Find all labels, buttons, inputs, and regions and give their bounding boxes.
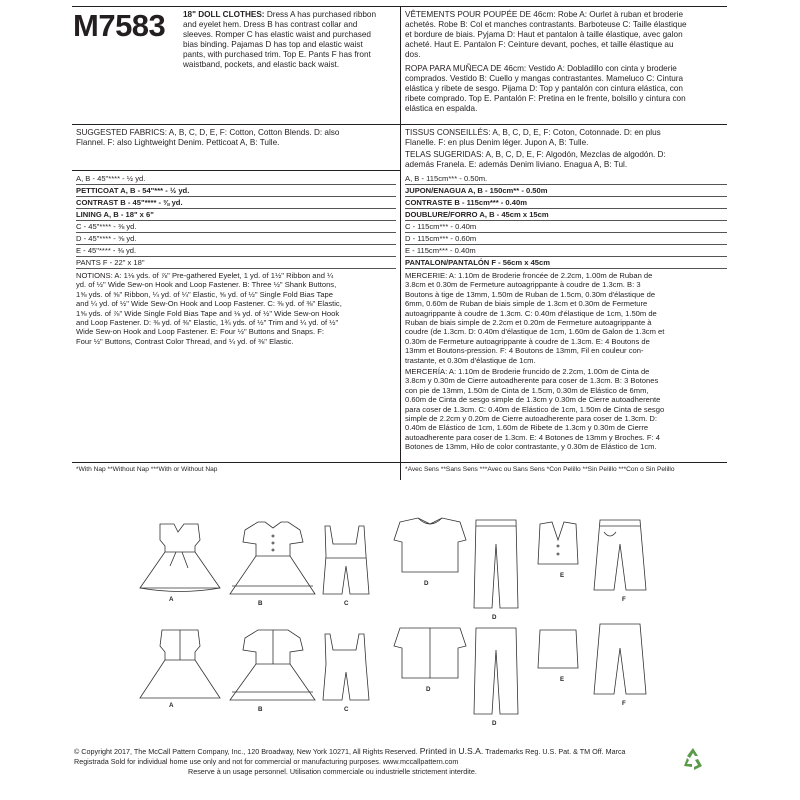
nap-note-fr: *Avec Sens **Sans Sens ***Avec ou Sans Sens — [405, 466, 545, 473]
intro-line-es: elástica y ribete de sesgo. Pijama D: Top y pantalón con cintura elástica, con — [405, 84, 683, 93]
fabrics-line-en: SUGGESTED FABRICS: A, B, C, D, E, F: Cotton, Cotton Blends. D: also — [76, 128, 340, 137]
yardage-rule-en — [72, 170, 400, 171]
yardage-row-en: E - 45"**** - ⅜ yd. — [76, 246, 137, 255]
footer-line-3: Reserve à un usage personnel. Utilisation commerciale ou industrielle strictement interdite. — [188, 767, 477, 776]
notions-line-en: Wide Sew-on Hook and Loop Fastener. E: Four ½" Buttons and Snaps. F: — [76, 327, 324, 337]
yardage-row-fr: JUPON/ENAGUA A, B - 150cm** - 0.50m — [405, 186, 548, 195]
notions-line-en: yd. of ½" Wide Sew-on Hook and Loop Fastener. B: Three ½" Shank Buttons, — [76, 280, 337, 290]
notions-line-en: Four ½" Buttons, Contrast Color Thread, and ¼ yd. of ⅜" Elastic. — [76, 336, 294, 346]
notions-line-es: 0.40m de Elástico de 1cm, 1.60m de Ribete de 1.3cm y 0.30m de Cierre — [405, 423, 649, 433]
notions-line-en: and ¼ yd. of ½" Wide Sew-On Hook and Loop Fastener. C: ⅜ yd. of ⅜" Elastic, — [76, 299, 342, 309]
figure-label: D — [426, 686, 431, 693]
romper-c-front-drawing — [323, 526, 369, 594]
figure-label: D — [492, 614, 497, 621]
nap-notes-fr-es — [405, 466, 675, 473]
notions-line-es: 3.8cm y 0.30m de Cierre autoadherente para coser de 1.3cm. B: 3 Botones — [405, 376, 659, 386]
fabric-rule-en — [72, 124, 400, 125]
figure-label: A — [169, 596, 174, 603]
notions-line-es: 0.60m de Cinta de sesgo simple de 1.3cm y 0.30m de Cierre autoadherente — [405, 395, 661, 405]
intro-title-en: 18" DOLL CLOTHES: — [183, 10, 265, 19]
fabrics-en — [76, 128, 396, 148]
notions-line-en: and Loop Fastener. D: ⅜ yd. of ⅜" Elastic, 1¾ yds. of ½" Trim and ¼ yd. of ½" — [76, 318, 339, 328]
yardage-row-fr: A, B - 115cm*** - 0.50m. — [405, 174, 488, 183]
intro-line-fr: VÊTEMENTS POUR POUPÉE DE 46cm: Robe A: Ourlet à ruban et broderie — [405, 10, 684, 19]
printed-in-usa: Printed in U.S.A. — [419, 746, 484, 756]
figure-label: C — [344, 706, 349, 713]
pattern-number: M7583 — [73, 8, 166, 43]
row-divider — [405, 232, 727, 233]
row-divider — [405, 184, 727, 185]
yardage-row-fr: C - 115cm*** - 0.40m — [405, 222, 477, 231]
row-divider — [405, 268, 727, 269]
yardage-row-en: CONTRAST B - 45"**** - ⅜ yd. — [76, 198, 183, 207]
footer-line-2: Registrada Sold for individual home use only and not for commercial or manufacturing purposes. www.mccallpattern.com — [74, 757, 459, 766]
notions-line-fr: 0.30m de Fermeture autoagrippante à coudre de 1.3cm. E: 4 Boutons de — [405, 336, 650, 346]
nap-note-es: *Con Pelillo **Sin Pelillo ***Con o Sin Pelillo — [546, 466, 675, 473]
notions-line-fr: 6mm, 0.60m de Ruban de biais simple de 1.3cm et 0.30m de Fermeture — [405, 299, 648, 309]
notions-line-fr: Boutons à tige de 13mm, 1.50m de Ruban de 1.5cm, 0.30m d'élastique de — [405, 289, 656, 299]
row-divider — [76, 184, 396, 185]
column-divider — [400, 6, 401, 480]
notions-line-es: Botones de 13mm, Hilo de color contrastante, y 0.30m de Elástico de 1cm. — [405, 442, 657, 452]
intro-line-fr: acheté. Haut E. Pantalon F: Ceinture devant, poches, et taille élastique au — [405, 40, 674, 49]
notions-line-fr: Ruban de biais simple de 2.2cm et 0.20m de Fermeture autoagrippante à — [405, 318, 652, 328]
intro-line-en: Dress A has purchased ribbon — [266, 10, 377, 19]
trademark-text: Trademarks Reg. U.S. Pat. & TM Off. Marca — [485, 747, 626, 756]
row-divider — [76, 196, 396, 197]
nap-rule — [72, 462, 727, 463]
intro-es — [405, 64, 727, 114]
garment-illustrations — [0, 500, 800, 750]
dress-b-front-drawing — [230, 522, 315, 594]
figure-label: B — [258, 600, 263, 607]
row-divider — [76, 268, 396, 269]
pants-d-back-drawing — [474, 628, 518, 714]
row-divider — [76, 232, 396, 233]
yardage-row-en: D - 45"**** - ⅝ yd. — [76, 234, 137, 243]
fabrics-line-en: Flannel. F: also Lightweight Denim. Petticoat A, B: Tulle. — [76, 138, 280, 147]
intro-line-en: bias binding. Pajamas D has top and elastic waist — [183, 40, 363, 49]
footer-line-1 — [74, 747, 626, 756]
dress-a-front-drawing — [140, 524, 220, 592]
figure-label: F — [622, 596, 626, 603]
top-e-front-drawing — [538, 522, 578, 564]
row-divider — [405, 256, 727, 257]
intro-en — [183, 10, 395, 70]
notions-line-es: simple de 2.2cm y 0.20m de Cierre autoadherente para coser de 1.3cm. D: — [405, 414, 657, 424]
intro-line-es: comprados. Vestido B: Cuello y mangas contrastantes. Mameluco C: Cintura — [405, 74, 684, 83]
notions-line-fr: MERCERIE: A: 1.10m de Broderie froncée de 2.2cm, 1.00m de Ruban de — [405, 271, 653, 280]
yardage-row-en: PETTICOAT A, B - 54"*** - ½ yd. — [76, 186, 190, 195]
intro-line-en: and eyelet hem. Dress B has contrast collar and — [183, 20, 358, 29]
top-d-front-drawing — [394, 518, 466, 572]
notions-line-en: NOTIONS: A: 1⅛ yds. of ⅞" Pre-gathered Eyelet, 1 yd. of 1½" Ribbon and ¼ — [76, 271, 334, 280]
nap-note-en: *With Nap **Without Nap ***With or Without Nap — [76, 466, 218, 473]
fabrics-es — [405, 150, 727, 170]
intro-line-fr: et bordure de biais. Pyjama D: Haut et pantalon à taille élastique, avec galon — [405, 30, 683, 39]
fabrics-line-fr: TISSUS CONSEILLÉS: A, B, C, D, E, F: Coton, Cotonnade. D: en plus — [405, 128, 661, 137]
row-divider — [405, 220, 727, 221]
figure-label: A — [169, 702, 174, 709]
intro-line-en: sleeves. Romper C has elastic waist and purchased — [183, 30, 371, 39]
row-divider — [76, 256, 396, 257]
yardage-row-fr: CONTRASTE B - 115cm*** - 0.40m — [405, 198, 527, 207]
dress-a-back-drawing — [140, 630, 220, 698]
row-divider — [405, 208, 727, 209]
yardage-row-fr: PANTALON/PANTALÓN F - 56cm x 45cm — [405, 258, 551, 267]
yardage-row-fr: E - 115cm*** - 0.40m — [405, 246, 476, 255]
recycle-icon — [680, 746, 706, 772]
row-divider — [405, 244, 727, 245]
figure-label: C — [344, 600, 349, 607]
top-d-back-drawing — [394, 628, 466, 678]
fabric-rule-fr — [400, 124, 727, 125]
notions-line-es: para coser de 1.3cm. C: 0.40m de Elástico de 1cm, 1.50m de Cinta de sesgo — [405, 404, 665, 414]
yardage-row-en: PANTS F - 22" x 18" — [76, 258, 145, 267]
intro-line-es: elástica en espalda. — [405, 104, 478, 113]
copyright-text: © Copyright 2017, The McCall Pattern Company, Inc., 120 Broadway, New York 10271, All Rights Reserved. — [74, 747, 418, 756]
intro-fr — [405, 10, 727, 60]
yardage-row-fr: D - 115cm*** - 0.60m — [405, 234, 477, 243]
yardage-row-fr: DOUBLURE/FORRO A, B - 45cm x 15cm — [405, 210, 549, 219]
top-e-back-drawing — [538, 630, 578, 668]
romper-c-back-drawing — [323, 634, 369, 700]
figure-label: E — [560, 676, 565, 683]
intro-line-en: waistband, pockets, and elastic back waist. — [183, 60, 340, 69]
notions-line-fr: 3.8cm et 0.30m de Fermeture autoagrippante à coudre de 1.3cm. B: 3 — [405, 280, 641, 290]
notions-line-fr: 13mm et Boutons-pression. F: 4 Boutons de 13mm, Fil en couleur con- — [405, 346, 644, 356]
intro-line-en: pants, with purchased trim. Top E. Pants F has front — [183, 50, 371, 59]
notions-es — [405, 367, 727, 452]
row-divider — [76, 220, 396, 221]
figure-label: B — [258, 706, 263, 713]
yardage-row-en: A, B - 45"**** - ½ yd. — [76, 174, 146, 183]
figure-label: F — [622, 700, 626, 707]
row-divider — [405, 196, 727, 197]
notions-line-en: 1⅝ yds. of ⅞" Wide Single Fold Bias Tape and ⅛ yd. of ½" Wide Sew-on Hook — [76, 308, 340, 318]
top-rule — [72, 6, 727, 7]
figure-label: D — [492, 720, 497, 727]
fabrics-line-es: además Franela. E: además Denim liviano. Enagua A, B: Tul. — [405, 160, 628, 169]
figure-label: E — [560, 572, 565, 579]
notions-line-fr: coudre (de 1.3cm. D: 0.40m d'élastique de 1cm, 1.60m de Galon de 1.3cm et — [405, 327, 665, 337]
figure-label: D — [424, 580, 429, 587]
fabrics-fr — [405, 128, 727, 148]
row-divider — [76, 208, 396, 209]
notions-fr — [405, 271, 727, 365]
fabrics-line-fr: Flanelle. F: en plus Denim léger. Jupon A, B: Tulle. — [405, 138, 589, 147]
yardage-row-en: LINING A, B - 18" x 6" — [76, 210, 154, 219]
notions-line-fr: trastante, et 0.30m d'élastique de 1cm. — [405, 355, 536, 365]
notions-en — [76, 271, 396, 346]
notions-line-es: con pie de 13mm, 1.50m de Cinta de 1.5cm, 0.30m de Elástico de 6mm, — [405, 385, 649, 395]
notions-line-es: autoadherente para coser de 1.3cm. E: 4 Botones de 13mm y Broches. F: 4 — [405, 432, 660, 442]
notions-line-en: 1⅝ yds. of ⅝" Ribbon, ¼ yd. of ¼" Elastic, ⅝ yd. of ½" Single Fold Bias Tape — [76, 289, 333, 299]
intro-line-es: ribete comprado. Top E. Pantalón F: Pretina en le frente, bolsillo y cintura con — [405, 94, 686, 103]
intro-line-fr: dos. — [405, 50, 421, 59]
yardage-row-en: C - 45"**** - ⅜ yd. — [76, 222, 137, 231]
row-divider — [76, 244, 396, 245]
intro-line-es: ROPA PARA MUÑECA DE 46cm: Vestido A: Dobladillo con cinta y broderie — [405, 64, 677, 73]
notions-line-es: MERCERÍA: A: 1.10m de Broderie fruncido de 2.2cm, 1.00m de Cinta de — [405, 367, 650, 376]
intro-line-fr: achetés. Robe B: Col et manches contrastants. Barboteuse C: Taille élastique — [405, 20, 687, 29]
pants-f-back-drawing — [594, 624, 646, 694]
dress-b-back-drawing — [230, 630, 315, 700]
notions-line-fr: autoagrippante à coudre de 1.3cm. C: 0.40m d'élastique de 1cm, 1.50m de — [405, 308, 657, 318]
pants-f-front-drawing — [594, 520, 646, 590]
pants-d-front-drawing — [474, 520, 518, 608]
fabrics-line-es: TELAS SUGERIDAS: A, B, C, D, E, F: Algodón, Mezclas de algodón. D: — [405, 150, 666, 159]
